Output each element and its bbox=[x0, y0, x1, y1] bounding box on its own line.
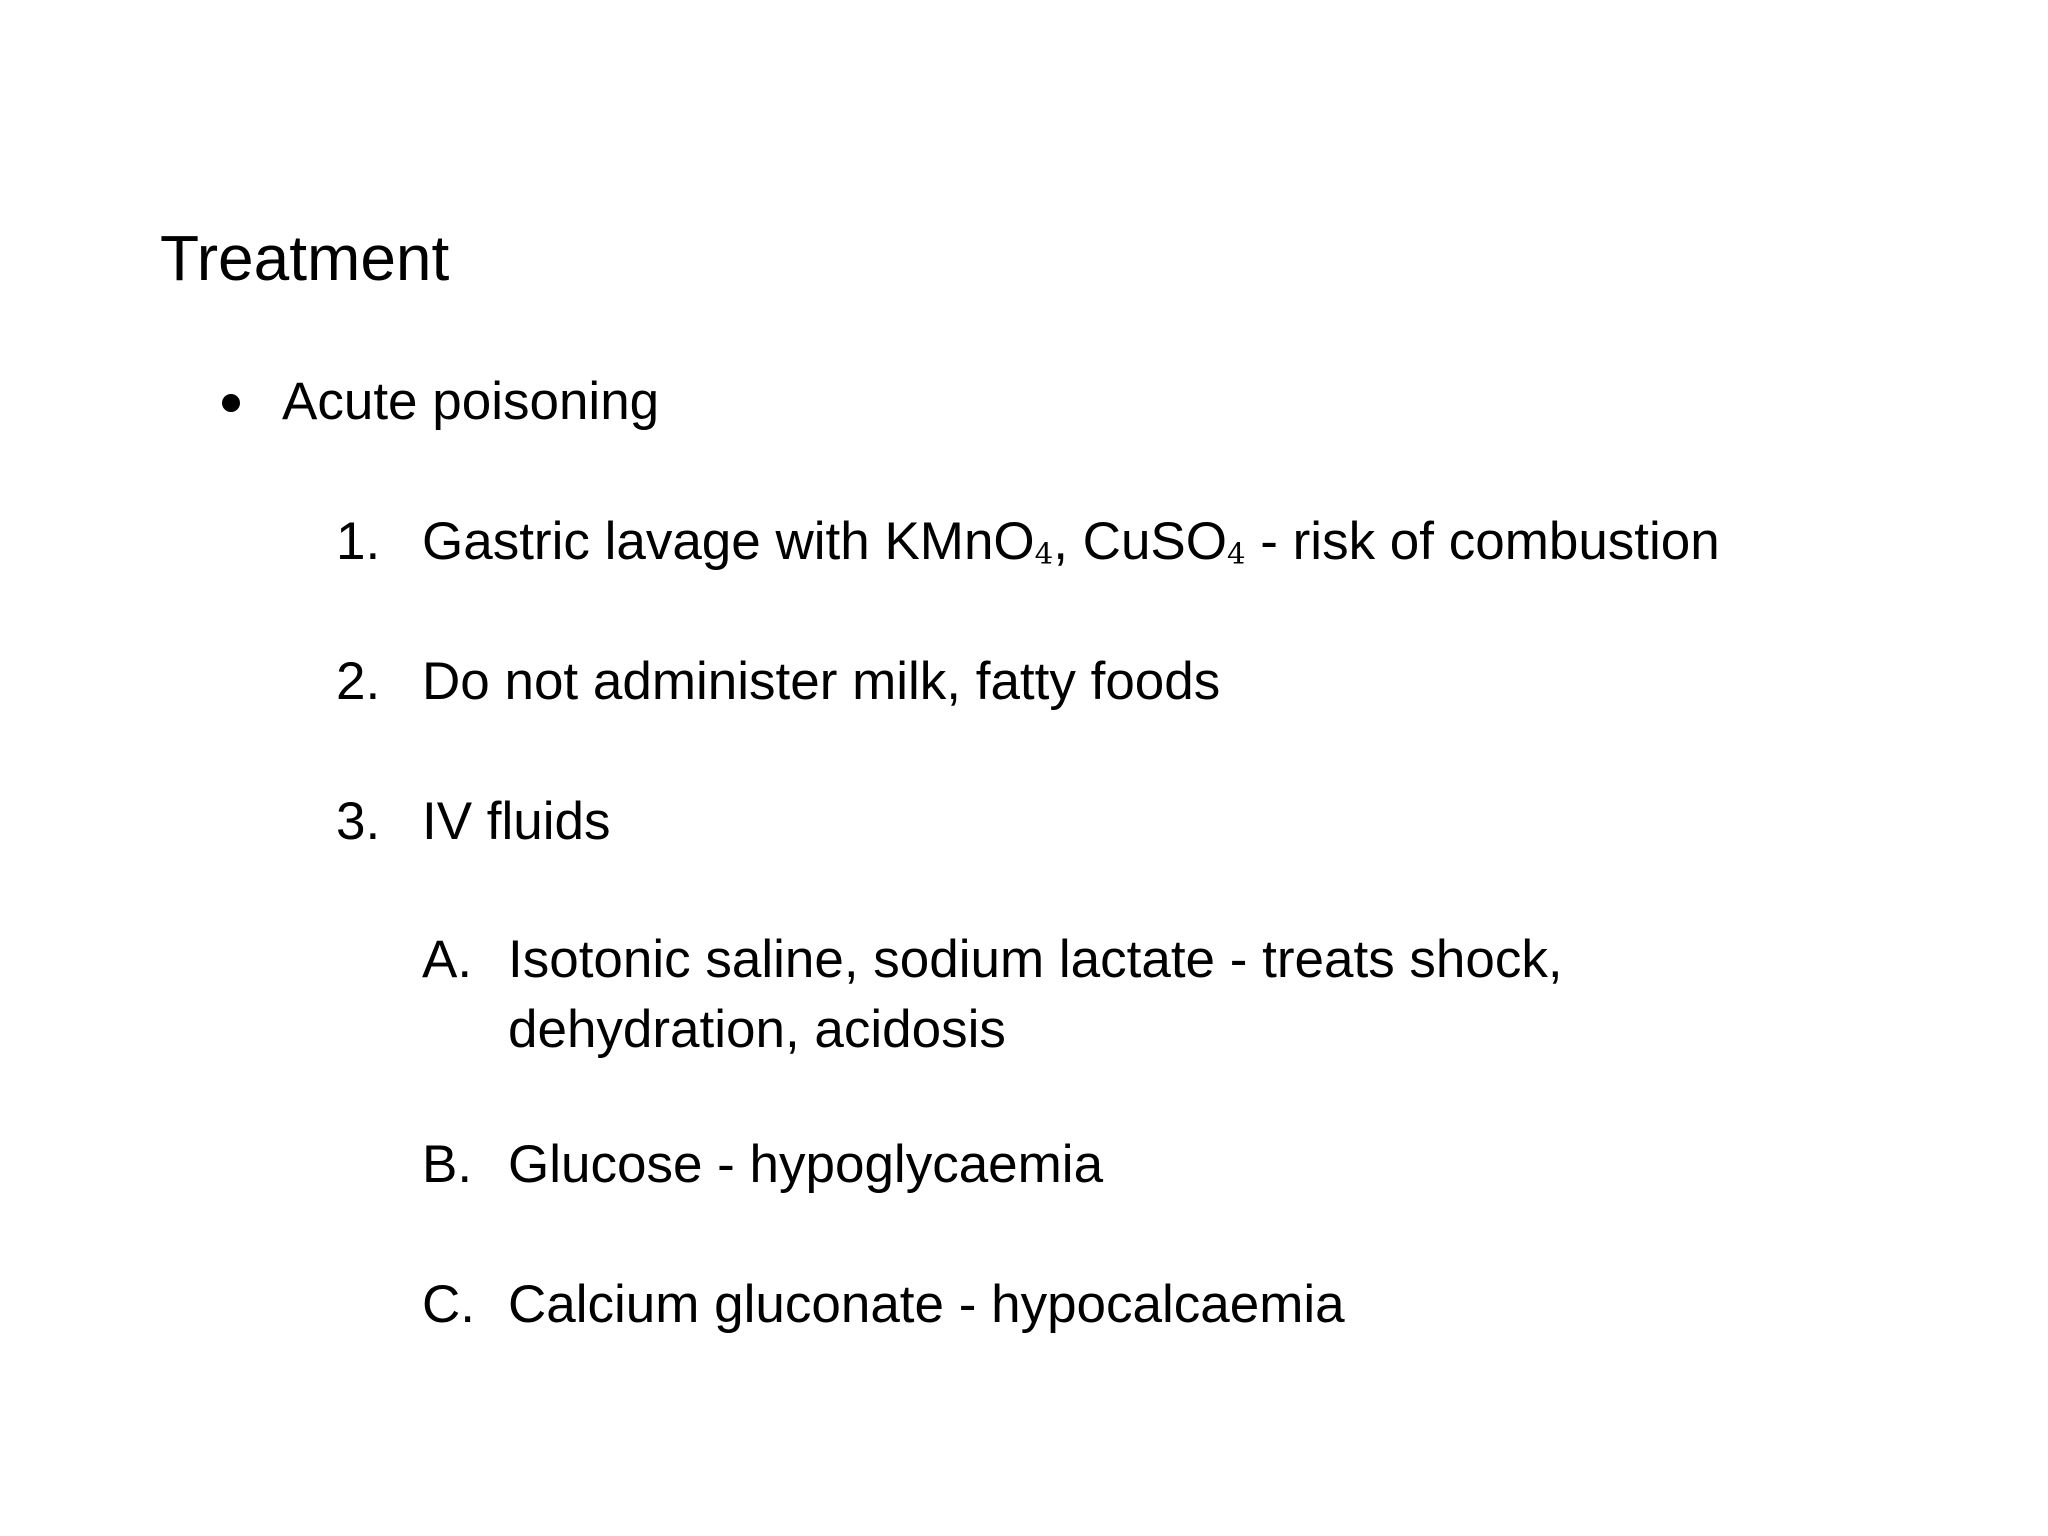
list-item-text bbox=[422, 510, 1720, 574]
text-fragment: , CuSO bbox=[1053, 512, 1227, 571]
bullet-item-label: Acute poisoning bbox=[282, 372, 660, 431]
text-fragment: Gastric lavage with KMnO bbox=[422, 512, 1035, 571]
list-marker: 1. bbox=[336, 512, 381, 571]
bullet-dot-icon bbox=[222, 394, 240, 412]
list-marker: C. bbox=[422, 1275, 475, 1334]
list-item-text: Calcium gluconate - hypocalcaemia bbox=[508, 1275, 1345, 1334]
list-item-text: Do not administer milk, fatty foods bbox=[422, 652, 1221, 711]
list-marker: 3. bbox=[336, 792, 381, 851]
subscript: 4 bbox=[1034, 536, 1054, 571]
list-item-text: Isotonic saline, sodium lactate - treats shock, dehydration, acidosis bbox=[508, 930, 1563, 1059]
list-marker: A. bbox=[422, 930, 473, 989]
text-fragment: - risk of combustion bbox=[1245, 512, 1720, 571]
list-marker: B. bbox=[422, 1135, 473, 1194]
list-item-text: Glucose - hypoglycaemia bbox=[508, 1135, 1104, 1194]
slide-title: Treatment bbox=[160, 222, 450, 294]
list-item-text: IV fluids bbox=[422, 792, 611, 851]
list-marker: 2. bbox=[336, 652, 381, 711]
subscript: 4 bbox=[1227, 536, 1246, 571]
